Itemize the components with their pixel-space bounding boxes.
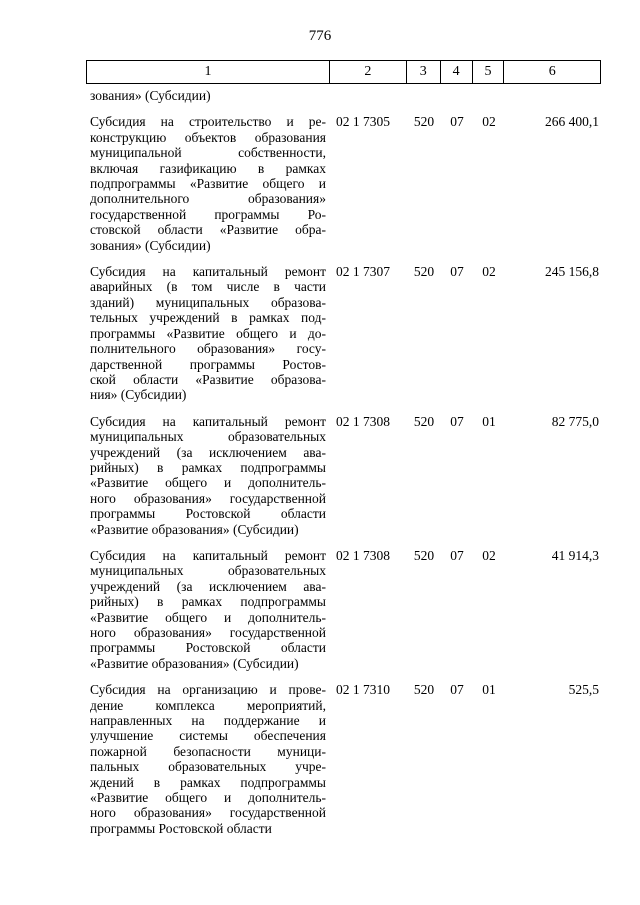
- description-line: пожарной безопасности муници-: [90, 743, 326, 759]
- table-header: [86, 60, 601, 84]
- continuation-row: [86, 88, 601, 103]
- row-subsection: 02: [482, 547, 496, 563]
- description-line: «Развитие общего и дополнитель-: [90, 609, 326, 625]
- row-section: 07: [450, 264, 464, 280]
- row-group: 520: [413, 114, 435, 130]
- description-line: улучшение системы обеспечения: [90, 728, 326, 744]
- row-subsection: 01: [482, 413, 496, 429]
- row-section: 07: [450, 114, 464, 130]
- table-row: [86, 682, 601, 836]
- row-subsection: 02: [482, 114, 496, 130]
- header-col-5: 5: [473, 61, 505, 83]
- row-code: 02 1 7310: [336, 682, 390, 698]
- row-code: 02 1 7307: [336, 264, 390, 280]
- row-spacer: [86, 253, 601, 264]
- row-spacer: [86, 671, 601, 682]
- description-line: «Развитие образования» (Субсидии): [90, 521, 299, 537]
- row-subsection: 02: [482, 264, 496, 280]
- row-amount: 266 400,1: [545, 114, 599, 130]
- description-line: муниципальных образовательных: [90, 429, 326, 445]
- header-col-3: 3: [407, 61, 441, 83]
- table-row: [86, 264, 601, 403]
- row-group: 520: [413, 547, 435, 563]
- row-spacer: [86, 403, 601, 414]
- row-description: [86, 264, 330, 403]
- table-row: [86, 114, 601, 253]
- description-line: Субсидия на организацию и прове-: [90, 682, 326, 698]
- description-line: муниципальных образовательных: [90, 563, 326, 579]
- row-amount: 245 156,8: [545, 264, 599, 280]
- description-line: подпрограммы «Развитие общего и: [90, 176, 326, 192]
- description-line: полнительного образования» госу-: [90, 341, 326, 357]
- description-line: зования» (Субсидии): [90, 88, 211, 103]
- header-col-1: 1: [87, 61, 330, 83]
- description-line: рийных) в рамках подпрограммы: [90, 459, 326, 475]
- description-line: Субсидия на капитальный ремонт: [90, 264, 326, 280]
- row-spacer: [86, 537, 601, 548]
- description-line: дарственной программы Ростов-: [90, 356, 326, 372]
- description-line: направленных на поддержание и: [90, 713, 326, 729]
- description-line: включая газификацию в рамках: [90, 160, 326, 176]
- continuation-text: [86, 88, 330, 103]
- description-line: Субсидия на капитальный ремонт: [90, 547, 326, 563]
- description-line: программы Ростовской области: [90, 820, 272, 836]
- header-col-6: 6: [548, 64, 556, 79]
- description-line: муниципальной собственности,: [90, 145, 326, 161]
- row-subsection: 01: [482, 682, 496, 698]
- page-number: 776: [308, 28, 332, 44]
- description-line: зования» (Субсидии): [90, 237, 211, 253]
- header-col-4: 4: [441, 61, 473, 83]
- row-code: 02 1 7308: [336, 413, 390, 429]
- description-line: «Развитие общего и дополнитель-: [90, 790, 326, 806]
- row-group: 520: [413, 413, 435, 429]
- description-line: Субсидия на капитальный ремонт: [90, 413, 326, 429]
- row-amount: 82 775,0: [551, 413, 599, 429]
- row-section: 07: [450, 682, 464, 698]
- description-line: учреждений (за исключением ава-: [90, 578, 326, 594]
- row-group: 520: [413, 682, 435, 698]
- description-line: пальных образовательных учре-: [90, 759, 326, 775]
- row-section: 07: [450, 413, 464, 429]
- description-line: тельных учреждений в рамках под-: [90, 310, 326, 326]
- row-description: [86, 414, 330, 537]
- table-row: [86, 414, 601, 537]
- row-spacer: [86, 103, 601, 114]
- description-line: ждений в рамках подпрограммы: [90, 774, 326, 790]
- description-line: программы Ростовской области: [90, 640, 326, 656]
- description-line: ного образования» государственной: [90, 490, 326, 506]
- row-description: [86, 114, 330, 253]
- description-line: дополнительного образования»: [90, 191, 326, 207]
- description-line: программы Ростовской области: [90, 506, 326, 522]
- description-line: стовской области «Развитие обра-: [90, 222, 326, 238]
- row-group: 520: [413, 264, 435, 280]
- description-line: программы «Развитие общего и до-: [90, 325, 326, 341]
- table-body: [86, 88, 601, 836]
- table-row: [86, 548, 601, 671]
- description-line: учреждений (за исключением ава-: [90, 444, 326, 460]
- description-line: «Развитие общего и дополнитель-: [90, 475, 326, 491]
- row-section: 07: [450, 547, 464, 563]
- description-line: зданий) муниципальных образова-: [90, 294, 326, 310]
- description-line: рийных) в рамках подпрограммы: [90, 594, 326, 610]
- row-amount: 41 914,3: [551, 547, 599, 563]
- header-col-2: 2: [330, 61, 407, 83]
- row-amount: 525,5: [568, 682, 599, 698]
- description-line: дение комплекса мероприятий,: [90, 697, 326, 713]
- description-line: государственной программы Ро-: [90, 206, 326, 222]
- description-line: ния» (Субсидии): [90, 387, 187, 403]
- description-line: конструкцию объектов образования: [90, 129, 326, 145]
- description-line: ного образования» государственной: [90, 625, 326, 640]
- row-code: 02 1 7308: [336, 547, 390, 563]
- description-line: Субсидия на строительство и ре-: [90, 114, 326, 130]
- row-description: [86, 682, 330, 836]
- description-line: ного образования» государственной: [90, 805, 326, 821]
- description-line: аварийных (в том числе в части: [90, 279, 326, 295]
- description-line: ской области «Развитие образова-: [90, 371, 326, 387]
- row-description: [86, 548, 330, 671]
- description-line: «Развитие образования» (Субсидии): [90, 655, 299, 671]
- row-code: 02 1 7305: [336, 114, 390, 130]
